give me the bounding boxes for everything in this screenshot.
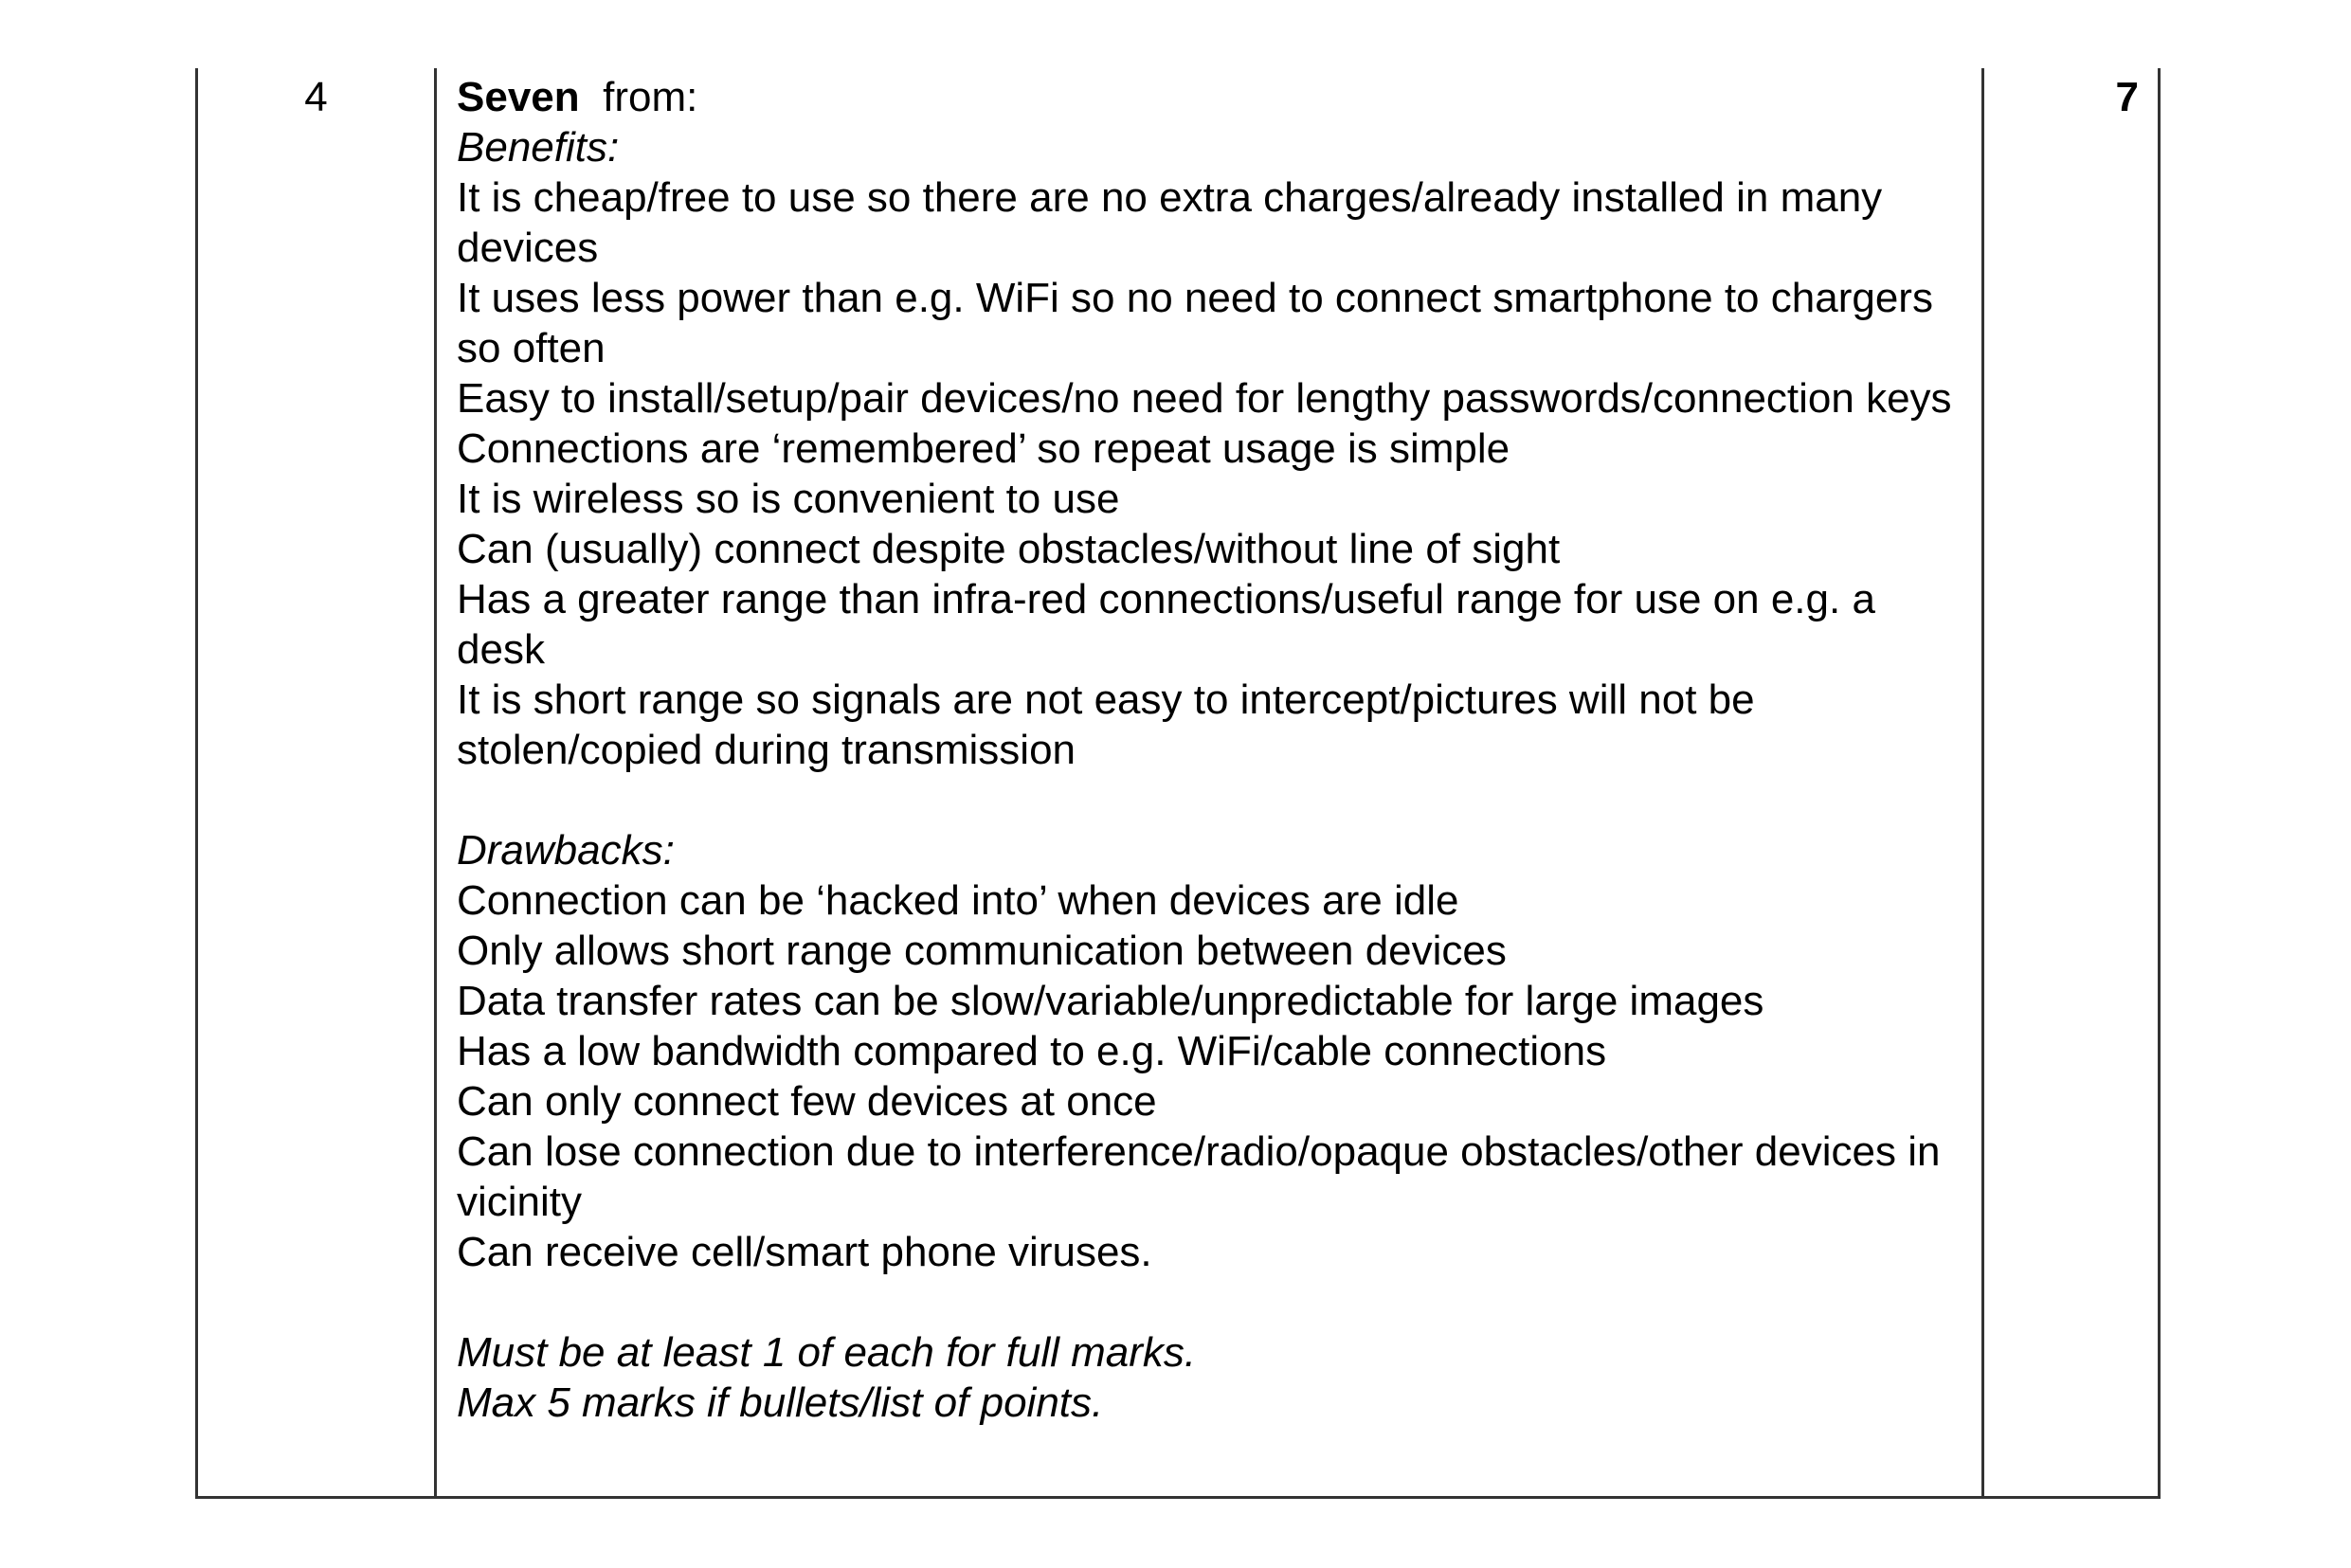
benefit-item: Can (usually) connect despite obstacles/without line of sight — [457, 526, 1561, 572]
drawback-item: Data transfer rates can be slow/variable/unpredictable for large images — [457, 978, 1764, 1024]
spacer — [457, 1277, 1968, 1327]
drawback-item: Connection can be ‘hacked into’ when devices are idle — [457, 877, 1459, 924]
mark-scheme-table — [195, 68, 2161, 1499]
drawback-item: Can receive cell/smart phone viruses. — [457, 1229, 1152, 1275]
benefit-item: It is wireless so is convenient to use — [457, 476, 1120, 522]
question-number: 4 — [304, 74, 328, 120]
benefit-item: It is short range so signals are not easy to intercept/pictures will not be stolen/copied during transmission — [457, 676, 1755, 773]
benefits-heading: Benefits: — [457, 124, 620, 171]
benefit-item: Connections are ‘remembered’ so repeat usage is simple — [457, 425, 1510, 472]
intro-rest: from: — [603, 74, 698, 120]
marking-note: Max 5 marks if bullets/list of points. — [457, 1379, 1104, 1426]
column-divider — [1981, 68, 1984, 1496]
spacer — [457, 775, 1968, 825]
drawback-item: Only allows short range communication between devices — [457, 928, 1507, 974]
drawbacks-heading: Drawbacks: — [457, 827, 675, 874]
marks-value: 7 — [2115, 74, 2139, 120]
benefit-item: It is cheap/free to use so there are no extra charges/already installed in many devices — [457, 174, 1883, 271]
drawback-item: Has a low bandwidth compared to e.g. WiFi/cable connections — [457, 1028, 1607, 1074]
column-divider — [434, 68, 437, 1496]
drawback-item: Can only connect few devices at once — [457, 1078, 1157, 1125]
answer-cell — [457, 72, 1968, 1428]
answer-intro — [457, 72, 1968, 122]
intro-bold: Seven — [457, 74, 580, 120]
benefit-item: Easy to install/setup/pair devices/no need for lengthy passwords/connection keys — [457, 375, 1952, 422]
benefit-item: It uses less power than e.g. WiFi so no need to connect smartphone to chargers so often — [457, 275, 1933, 371]
benefit-item: Has a greater range than infra-red connections/useful range for use on e.g. a desk — [457, 576, 1875, 673]
marking-note: Must be at least 1 of each for full marks. — [457, 1329, 1197, 1376]
drawback-item: Can lose connection due to interference/radio/opaque obstacles/other devices in vicinity — [457, 1128, 1941, 1225]
